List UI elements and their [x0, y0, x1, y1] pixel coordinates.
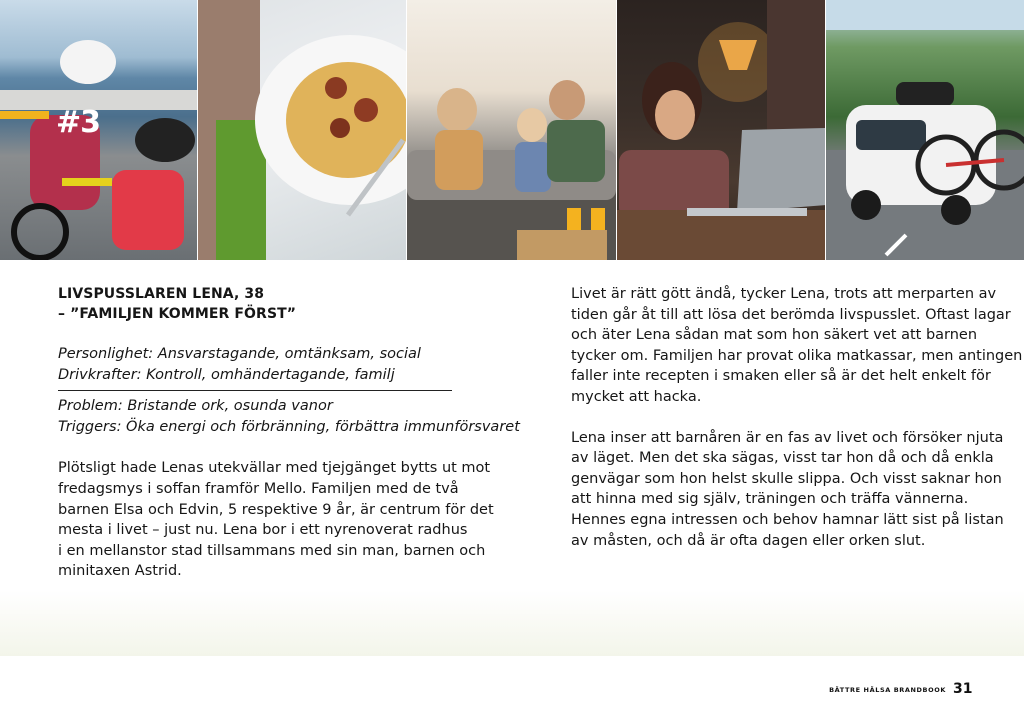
paragraph-line: barnen Elsa och Edvin, 5 respektive 9 år, är centrum för det — [58, 501, 494, 518]
paragraph-line: tycker om. Familjen har provat olika matkassar, men antingen — [571, 347, 1023, 364]
photo-illustration-spaghetti — [198, 0, 406, 260]
problem-line: Problem: Bristande ork, osunda vanor — [58, 398, 333, 415]
photo-illustration-car — [826, 0, 1024, 260]
paragraph-line: i en mellanstor stad tillsammans med sin man, barnen och — [58, 542, 486, 559]
photo-child-with-spaghetti-plate — [198, 0, 406, 260]
paragraph-line: mycket att hacka. — [571, 388, 702, 405]
right-column — [571, 284, 1023, 551]
photo-car-with-bike-rack — [826, 0, 1024, 260]
photo-illustration-family — [407, 0, 615, 260]
paragraph-line: och äter Lena sådan mat som hon säkert vet att barnen — [571, 327, 978, 344]
paragraph-line: minitaxen Astrid. — [58, 563, 182, 580]
paragraph-line: fredagsmys i soffan framför Mello. Familjen med de två — [58, 480, 459, 497]
persona-heading — [58, 284, 456, 324]
badge-accent-bar — [0, 111, 49, 119]
paragraph-line: av läget. Men det ska sägas, visst tar hon då och då enkla — [571, 450, 994, 467]
body-paragraph-2 — [571, 428, 1004, 552]
spacer — [58, 437, 456, 458]
photo-family-on-sofa-with-popcorn — [407, 0, 615, 260]
body-paragraph-1 — [571, 284, 1023, 408]
left-column — [58, 284, 520, 582]
paragraph-line: att hinna med sig själv, träningen och träffa vännerna. — [571, 491, 969, 508]
paragraph-line: faller inte recepten i smaken eller så är det helt enkelt för — [571, 368, 991, 385]
photo-woman-with-laptop-at-night — [617, 0, 825, 260]
photo-strip — [0, 0, 1024, 260]
paragraph-line: Lena inser att barnåren är en fas av livet och försöker njuta — [571, 429, 1004, 446]
divider-rule — [58, 390, 452, 391]
photo-illustration-laptop — [617, 0, 825, 260]
spacer — [571, 408, 971, 428]
personality-line: Personlighet: Ansvarstagande, omtänksam, social — [58, 346, 421, 362]
paragraph-line: Hennes egna intressen och behov hamnar lätt sist på listan — [571, 511, 1004, 528]
paragraph-line: genvägar som hon helst skulle slippa. Och visst saknar hon — [571, 470, 1002, 487]
persona-heading-line1: LIVSPUSSLAREN LENA, 38 — [58, 286, 265, 302]
paragraph-line: Livet är rätt gött ändå, tycker Lena, trots att merparten av — [571, 286, 997, 302]
background-fade — [0, 590, 1024, 656]
persona-heading-line2: – ”FAMILJEN KOMMER FÖRST” — [58, 306, 297, 322]
footer-brand-label: BÄTTRE HÄLSA BRANDBOOK — [829, 686, 946, 694]
spacer — [58, 324, 456, 344]
drivers-line: Drivkrafter: Kontroll, omhändertagande, familj — [58, 366, 395, 383]
page-number: 31 — [953, 681, 973, 697]
persona-number-badge: #3 — [56, 105, 101, 140]
paragraph-line: mesta i livet – just nu. Lena bor i ett nyrenoverat radhus — [58, 522, 468, 539]
triggers-line: Triggers: Öka energi och förbränning, förbättra immunförsvaret — [58, 418, 520, 435]
paragraph-line: Plötsligt hade Lenas utekvällar med tjejgänget bytts ut mot — [58, 460, 491, 477]
paragraph-line: tiden går åt till att lösa det berömda livspusslet. Oftast lagar — [571, 306, 1011, 323]
paragraph-line: av måsten, och då är ofta dagen eller orken slut. — [571, 532, 926, 549]
intro-paragraph — [58, 458, 494, 582]
